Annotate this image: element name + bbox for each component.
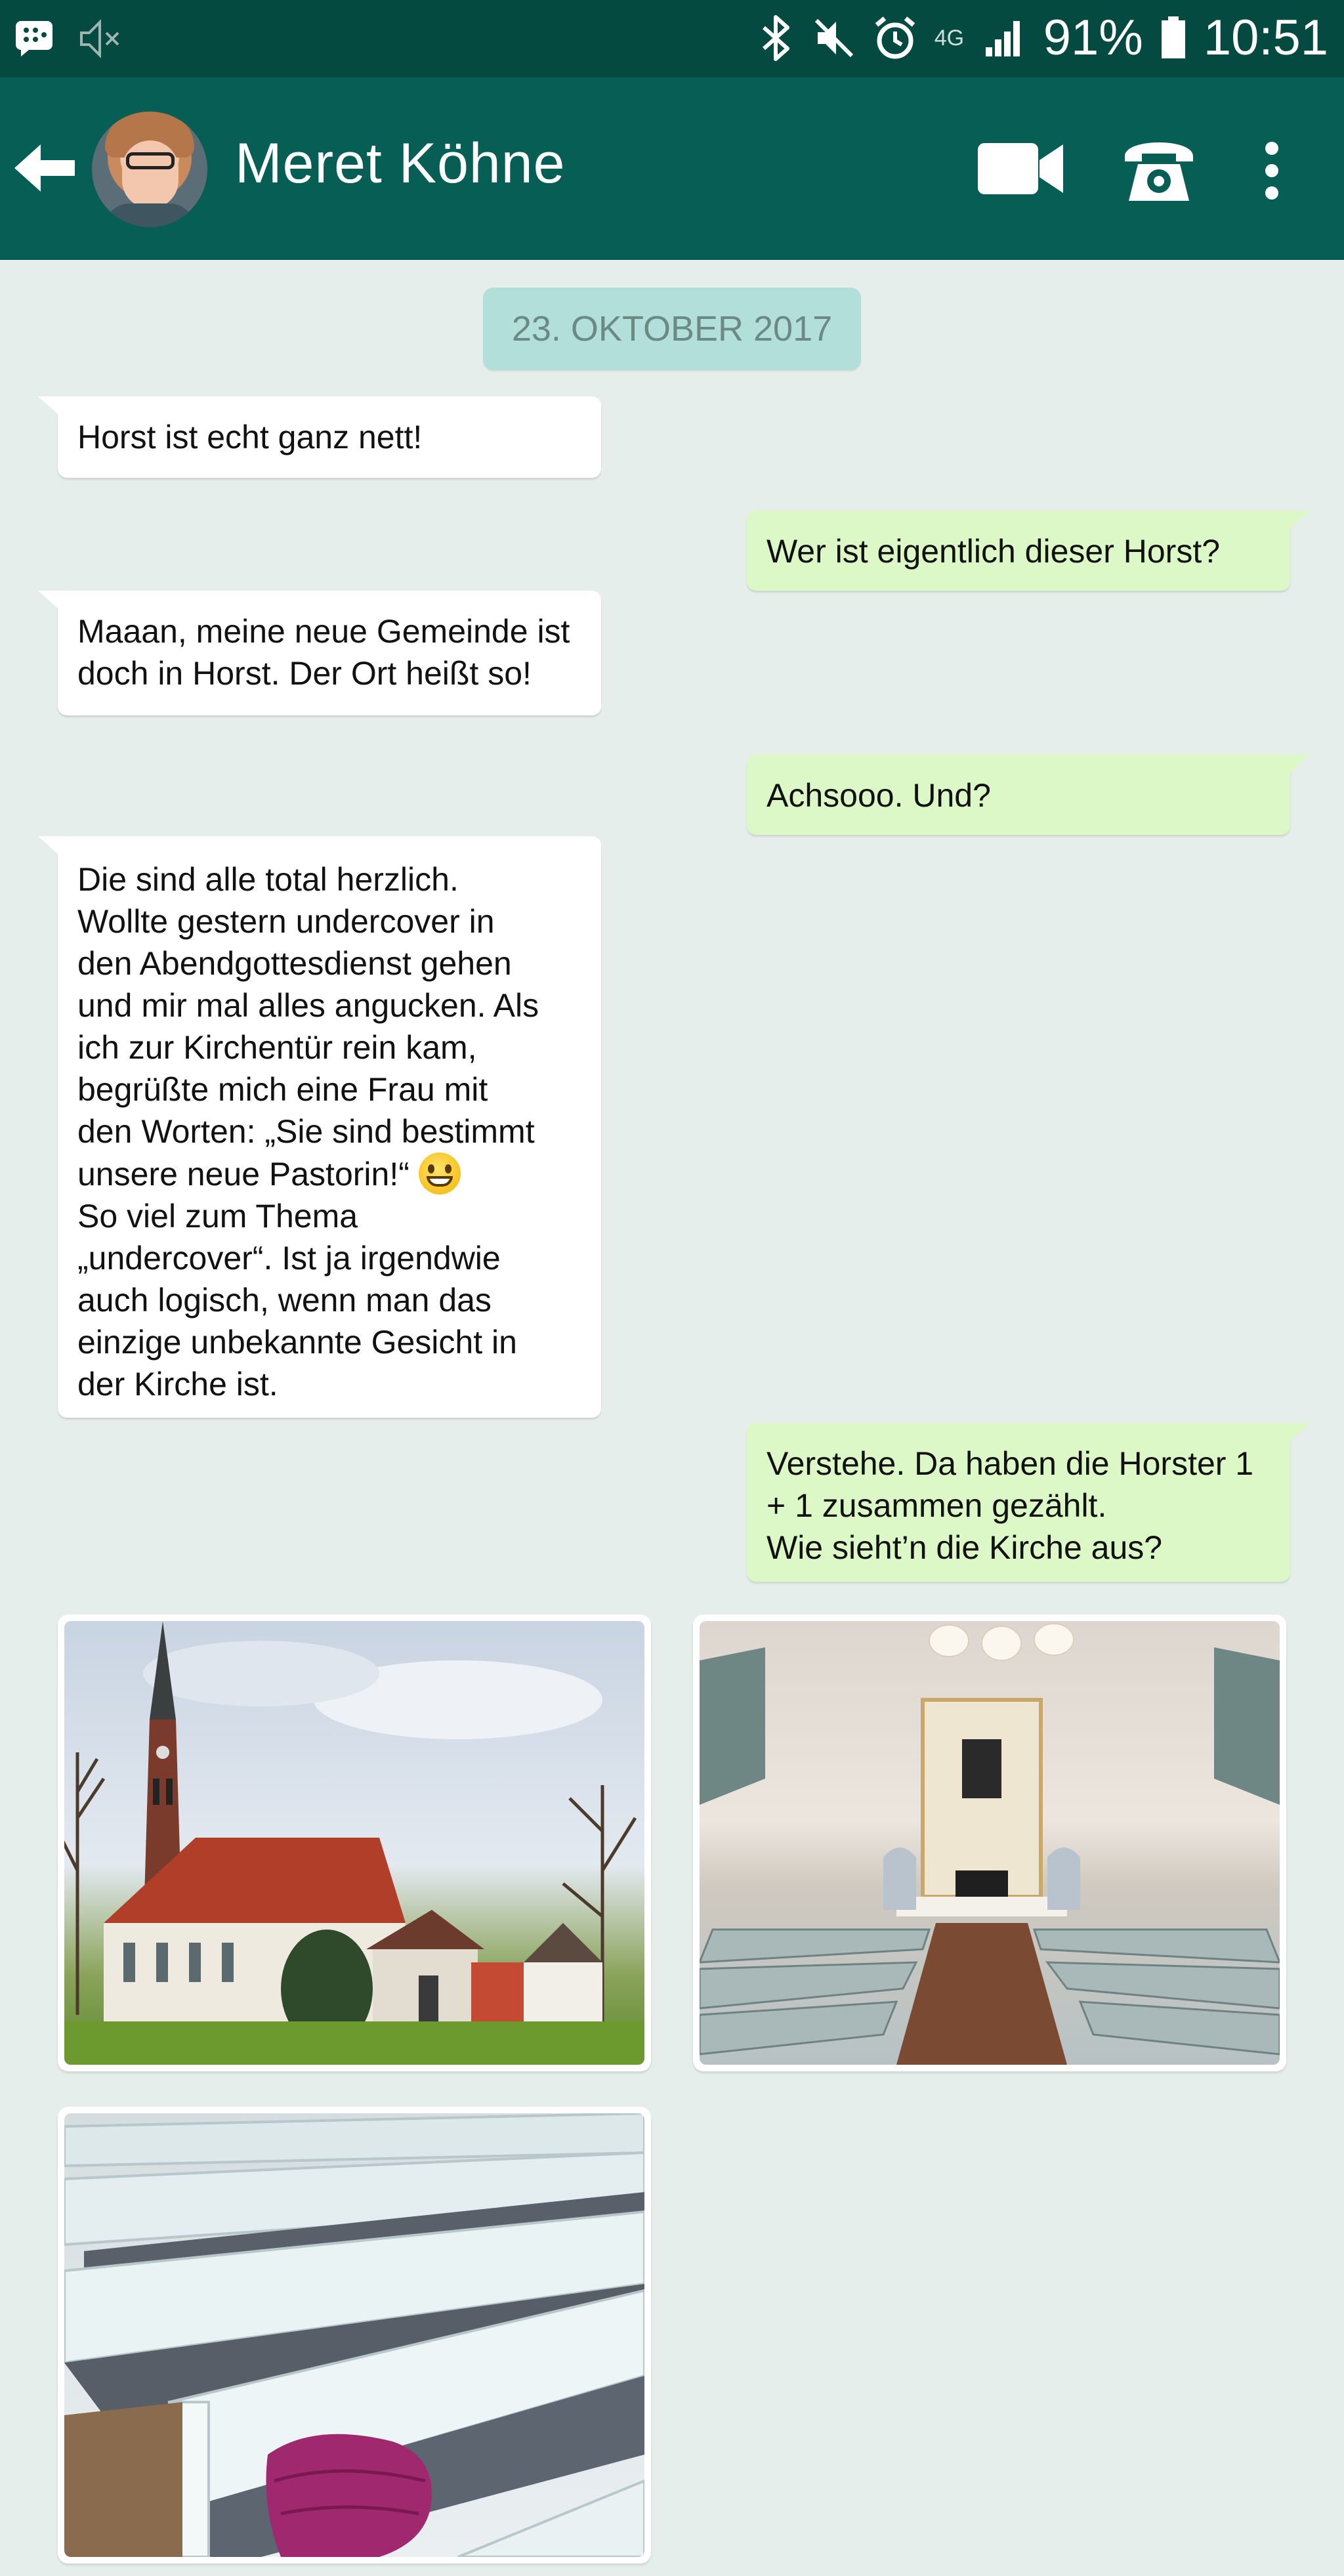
incoming-message[interactable] — [58, 591, 601, 715]
video-call-icon[interactable] — [976, 140, 1064, 197]
church-exterior-photo[interactable] — [58, 1615, 651, 2071]
message-text: den Abendgottesdienst gehen — [77, 945, 512, 982]
message-text: Wie sieht’n die Kirche aus? — [766, 1529, 1163, 1566]
status-bar — [0, 0, 1344, 77]
signal-icon — [984, 18, 1026, 58]
phone-call-icon[interactable] — [1121, 135, 1197, 202]
outgoing-message[interactable] — [747, 511, 1290, 591]
message-text: ich zur Kirchentür rein kam, — [77, 1029, 477, 1066]
bluetooth-icon — [759, 14, 795, 62]
chat-header — [0, 77, 1344, 260]
more-options-icon[interactable] — [1259, 140, 1285, 201]
message-text: Wer ist eigentlich dieser Horst? — [766, 533, 1221, 570]
message-text: Achsooo. Und? — [766, 777, 991, 814]
outgoing-message[interactable] — [747, 755, 1290, 835]
message-text: unsere neue Pastorin!“ — [77, 1156, 410, 1193]
alarm-icon — [873, 16, 917, 60]
message-text: „undercover“. Ist ja irgendwie — [77, 1240, 501, 1277]
avatar[interactable] — [92, 112, 207, 227]
message-text: Verstehe. Da haben die Horster 1 — [766, 1445, 1254, 1482]
battery-icon — [1160, 16, 1186, 60]
message-text: den Worten: „Sie sind bestimmt — [77, 1113, 535, 1150]
grinning-face-emoji-icon — [419, 1152, 461, 1194]
message-text: und mir mal alles angucken. Als — [77, 987, 539, 1024]
status-time: 10:51 — [1203, 10, 1328, 66]
message-text: Wollte gestern undercover in — [77, 903, 495, 940]
message-text: einzige unbekannte Gesicht in — [77, 1324, 517, 1361]
incoming-message[interactable] — [58, 836, 601, 1418]
vibrate-off-icon — [812, 16, 856, 60]
message-text: der Kirche ist. — [77, 1366, 278, 1403]
battery-percentage: 91% — [1043, 10, 1143, 66]
back-arrow-icon[interactable] — [14, 143, 77, 193]
contact-name[interactable]: Meret Köhne — [235, 132, 566, 195]
message-text: + 1 zusammen gezählt. — [766, 1487, 1107, 1524]
incoming-message[interactable] — [58, 396, 601, 478]
message-text: Horst ist echt ganz nett! — [77, 419, 423, 455]
message-text: Maaan, meine neue Gemeinde ist — [77, 613, 570, 650]
message-text: Die sind alle total herzlich. — [77, 861, 459, 898]
message-text: begrüßte mich eine Frau mit — [77, 1071, 488, 1108]
church-interior-photo[interactable] — [693, 1615, 1286, 2071]
message-text: So viel zum Thema — [77, 1198, 358, 1235]
blackberry-messenger-icon — [14, 20, 55, 58]
outgoing-message[interactable] — [747, 1423, 1290, 1582]
church-pews-photo[interactable] — [58, 2107, 651, 2564]
message-text: doch in Horst. Der Ort heißt so! — [77, 655, 532, 692]
network-type: 4G — [934, 25, 965, 51]
mute-icon — [77, 18, 123, 59]
date-divider: 23. OKTOBER 2017 — [483, 287, 861, 370]
message-text: auch logisch, wenn man das — [77, 1282, 492, 1319]
